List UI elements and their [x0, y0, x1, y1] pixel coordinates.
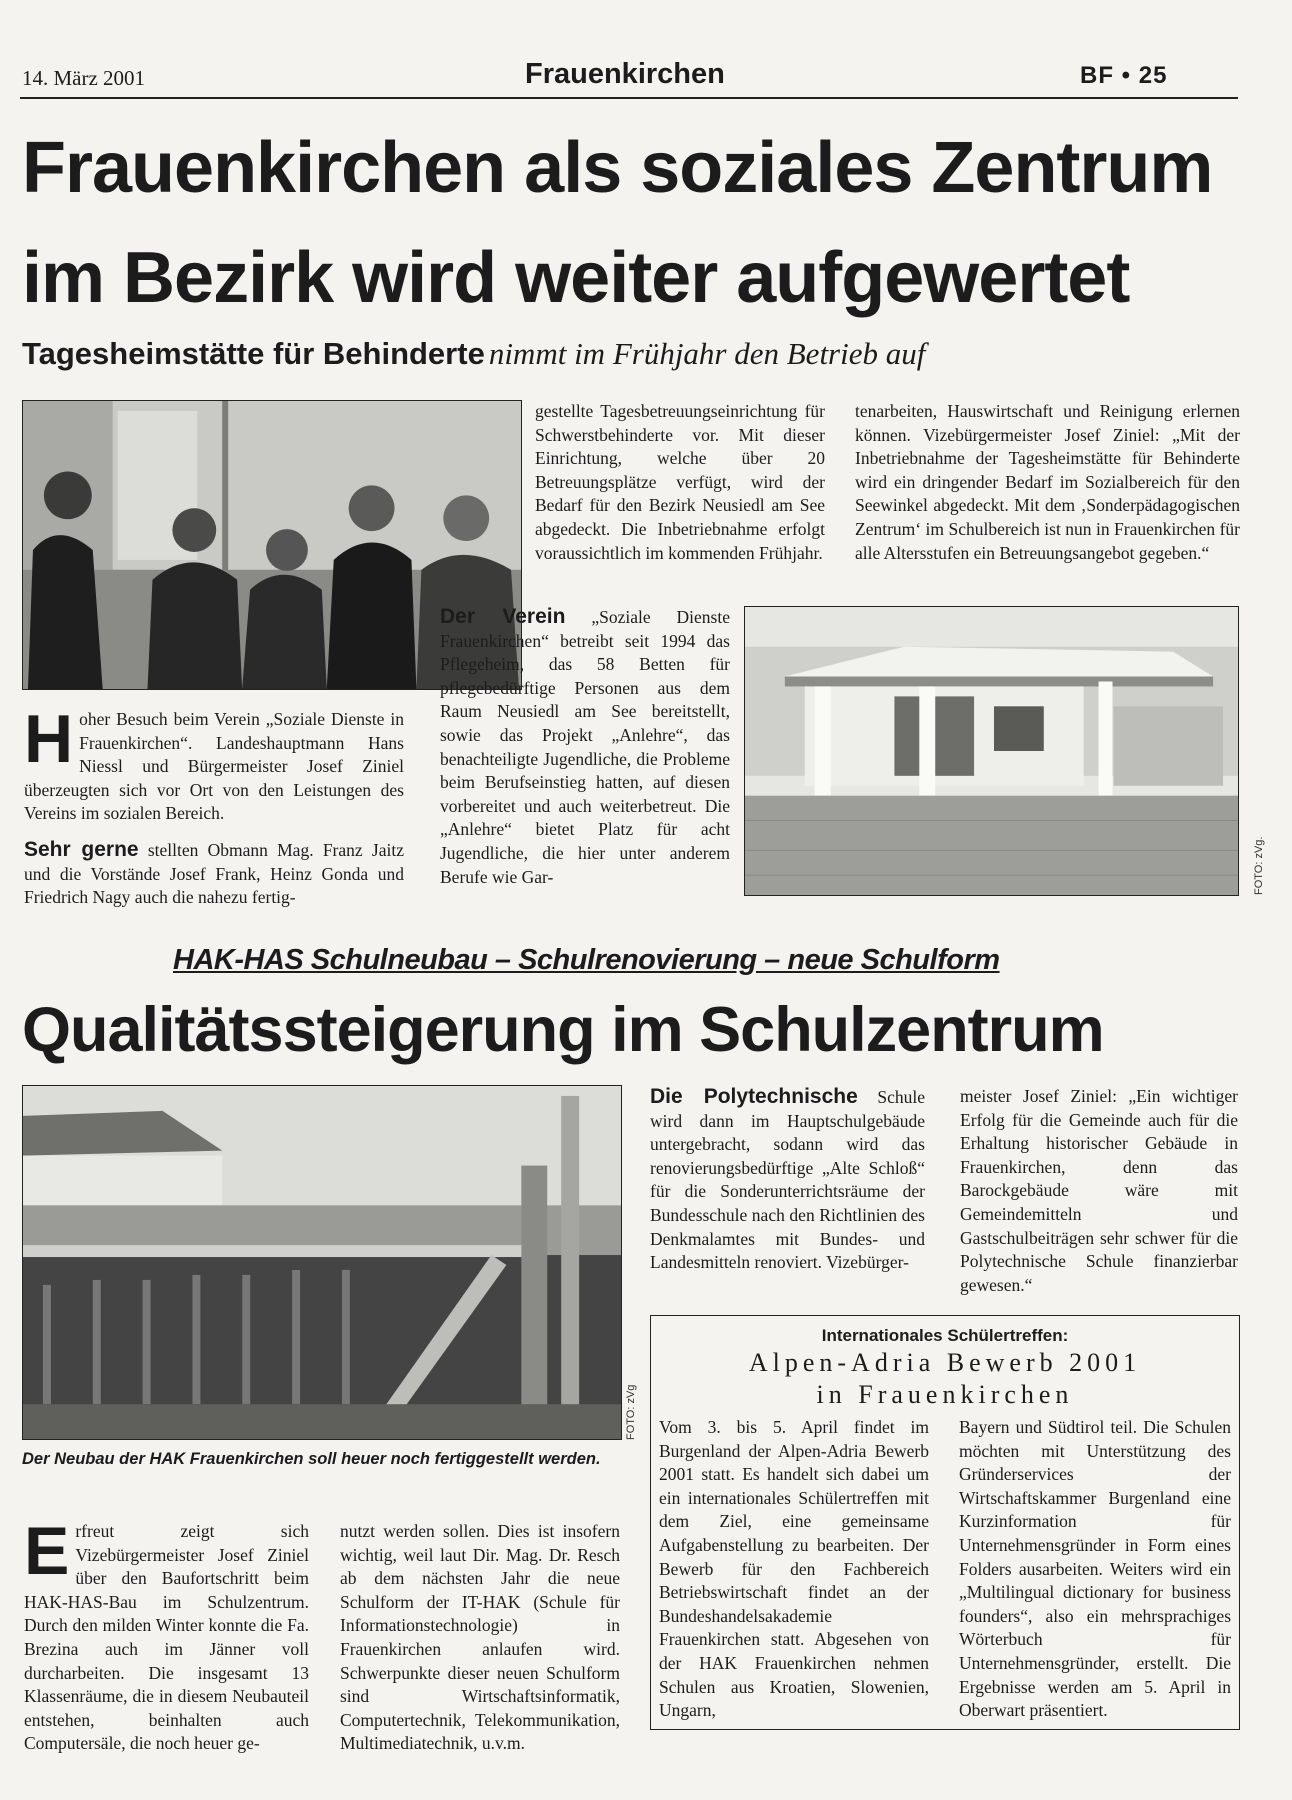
paragraph-text-verein: „Soziale Dienste Frauenkirchen“ betreibt seit 1994 das Pflegeheim, das 58 Betten für pflegebedürftige Personen aus dem Raum Neusiedl am See bereitstellt, sowie das Projekt „Anlehre“, das benachteiligte Jugendliche, die Probleme beim Berufseinstieg hatten, auf diesen vorbereitet und auch weiterbetreut. Die „Anlehre“ bietet Platz für acht Jugendliche, die hier unter anderem Berufe wie Gar- — [440, 607, 730, 887]
article1-col1 — [24, 701, 404, 910]
article1-col2-top: gestellte Tagesbetreuungseinrichtung für Schwerstbehinderte vor. Mit dieser Einrichtung, welche über 20 Betreuungsplätze verfügt, wird der Bedarf für den Bezirk Neusiedl am See abgedeckt. Die Inbetriebnahme erfolgt voraussichtlich im kommenden Frühjahr. — [535, 401, 825, 563]
article1-paragraph-1 — [24, 838, 404, 910]
article2-dropcap: E — [24, 1513, 70, 1589]
page-number: BF • 25 — [1080, 62, 1168, 89]
article2-col3 — [650, 1085, 925, 1275]
photo-day-care-building — [744, 606, 1239, 896]
article2-col3-lead: Die Polytechnische — [650, 1085, 858, 1108]
photo-credit-building: FOTO: zVg. — [1253, 836, 1265, 895]
article2-col1-text: rfreut zeigt sich Vizebürgermeister Josef Ziniel über den Baufortschritt beim HAK-HAS-Bau im Schulzentrum. Durch den milden Winter konnte die Fa. Brezina auch im Jänner voll durcharbeiten. Die insgesamt 13 Klassenräume, die in diesem Neubauteil entstehen, beinhalten auch Computersäle, die noch heuer ge- — [24, 1521, 309, 1754]
article1-col3-top: tenarbeiten, Hauswirtschaft und Reinigung erlernen können. Vizebürgermeister Josef Ziniel: „Mit der Inbetriebnahme der Tagesheimstätte für Behinderte wird ein dringender Bedarf im Sozialbereich für den Seewinkel abgedeckt. Mit dem ‚Sonderpädagogischen Zentrum‘ im Schulbereich ist nun in Frauenkirchen für alle Altersstufen ein Betreuungsangebot gegeben.“ — [855, 401, 1240, 563]
caption-dropcap: H — [24, 701, 74, 777]
article2-col1 — [24, 1513, 309, 1756]
photo-caption-construction: Der Neubau der HAK Frauenkirchen soll heuer noch fertiggestellt werden. — [22, 1450, 601, 1468]
article2-col2: nutzt werden sollen. Dies ist insofern wichtig, weil laut Dir. Mag. Dr. Resch ab dem nächsten Jahr die neue Schulform der IT-HAK (Schule für Informationstechnologie) in Frauenkirchen anlaufen wird. Schwerpunkte dieser neuen Schulform sind Wirtschaftsinformatik, Computertechnik, Telekommunikation, Multimediatechnik, u.v.m. — [340, 1521, 620, 1754]
article2-headline: Qualitätssteigerung im Schulzentrum — [22, 995, 1104, 1065]
paragraph-lead: Sehr gerne — [24, 837, 139, 861]
article1-col2-bottom — [440, 605, 730, 889]
box-title-line-2: in Frauenkirchen — [816, 1380, 1074, 1409]
photo-building-image — [745, 607, 1238, 895]
photo-construction-image — [23, 1086, 621, 1439]
photo-caption — [24, 701, 404, 826]
caption-text: oher Besuch beim Verein „Soziale Dienste in Frauenkirchen“. Landeshauptmann Hans Niessl und Bürgermeister Josef Ziniel überzeugten sich vor Ort von den Leistungen des Vereins im sozialen Bereich. — [24, 709, 404, 824]
header-rule — [20, 97, 1238, 99]
box-kicker: Internationales Schülertreffen: — [821, 1326, 1069, 1345]
article2-col4: meister Josef Ziniel: „Ein wichtiger Erfolg für die Gemeinde auch für die Erhaltung historischer Gebäude in Frauenkirchen, denn das Barockgebäude wäre mit Gemeindemitteln und Gastschulbeiträgen sehr schwer für die Polytechnische Schule finanzierbar gewesen.“ — [960, 1086, 1238, 1295]
subhead-bold: Tagesheimstätte für Behinderte — [22, 336, 485, 371]
article2-kicker: HAK-HAS Schulneubau – Schulrenovierung – neue Schulform — [173, 944, 1000, 976]
box-col1: Vom 3. bis 5. April findet im Burgenland der Alpen-Adria Bewerb 2001 statt. Es handelt sich dabei um ein internationales Schülertreffen mit dem Ziel, eine gemeinsame Aufgabenstellung zu bearbeiten. Der Bewerb für den Fachbereich Betriebswirtschaft findet an der Bundeshandelsakademie Frauenkirchen statt. Abgesehen von der HAK Frauenkirchen nehmen Schulen aus Kroatien, Slowenien, Ungarn, — [659, 1417, 929, 1721]
photo-construction-site — [22, 1085, 622, 1440]
article2-col3-text: Schule wird dann im Hauptschulgebäude untergebracht, sodann wird das renovierungsbedürftige „Alte Schloß“ für die Sonderunterrichtsräume der Bundesschule nach den Richtlinien des Denkmalamtes mit Bundes- und Landesmitteln renoviert. Vizebürger- — [650, 1087, 925, 1273]
info-box — [650, 1315, 1240, 1730]
paragraph-text: stellten Obmann Mag. Franz Jaitz und die Vorstände Josef Frank, Heinz Gonda und Friedrich Nagy auch die nahezu fertig- — [24, 839, 404, 908]
headline-line-1: Frauenkirchen als soziales Zentrum — [22, 128, 1213, 208]
issue-date: 14. März 2001 — [22, 66, 146, 90]
box-col2: Bayern und Südtirol teil. Die Schulen möchten mit Unterstützung des Gründerservices der Wirtschaftskammer Burgenland eine Kurzinformation für Unternehmensgründer in Form eines Folders ausarbeiten. Weiters wird ein „Multilingual dictionary for business founders“, also ein mehrsprachiges Wörterbuch für Unternehmensgründer, erstellt. Die Ergebnisse werden am 5. April in Oberwart präsentiert. — [959, 1417, 1231, 1721]
subheadline — [22, 336, 925, 372]
photo-credit-construction: FOTO: zVg — [625, 1384, 637, 1440]
subhead-italic: nimmt im Frühjahr den Betrieb auf — [488, 336, 926, 371]
headline-line-2: im Bezirk wird weiter aufgewertet — [22, 238, 1130, 318]
section-title: Frauenkirchen — [525, 58, 725, 90]
paragraph-lead-verein: Der Verein — [440, 605, 566, 628]
box-title-line-1: Alpen-Adria Bewerb 2001 — [748, 1348, 1142, 1377]
